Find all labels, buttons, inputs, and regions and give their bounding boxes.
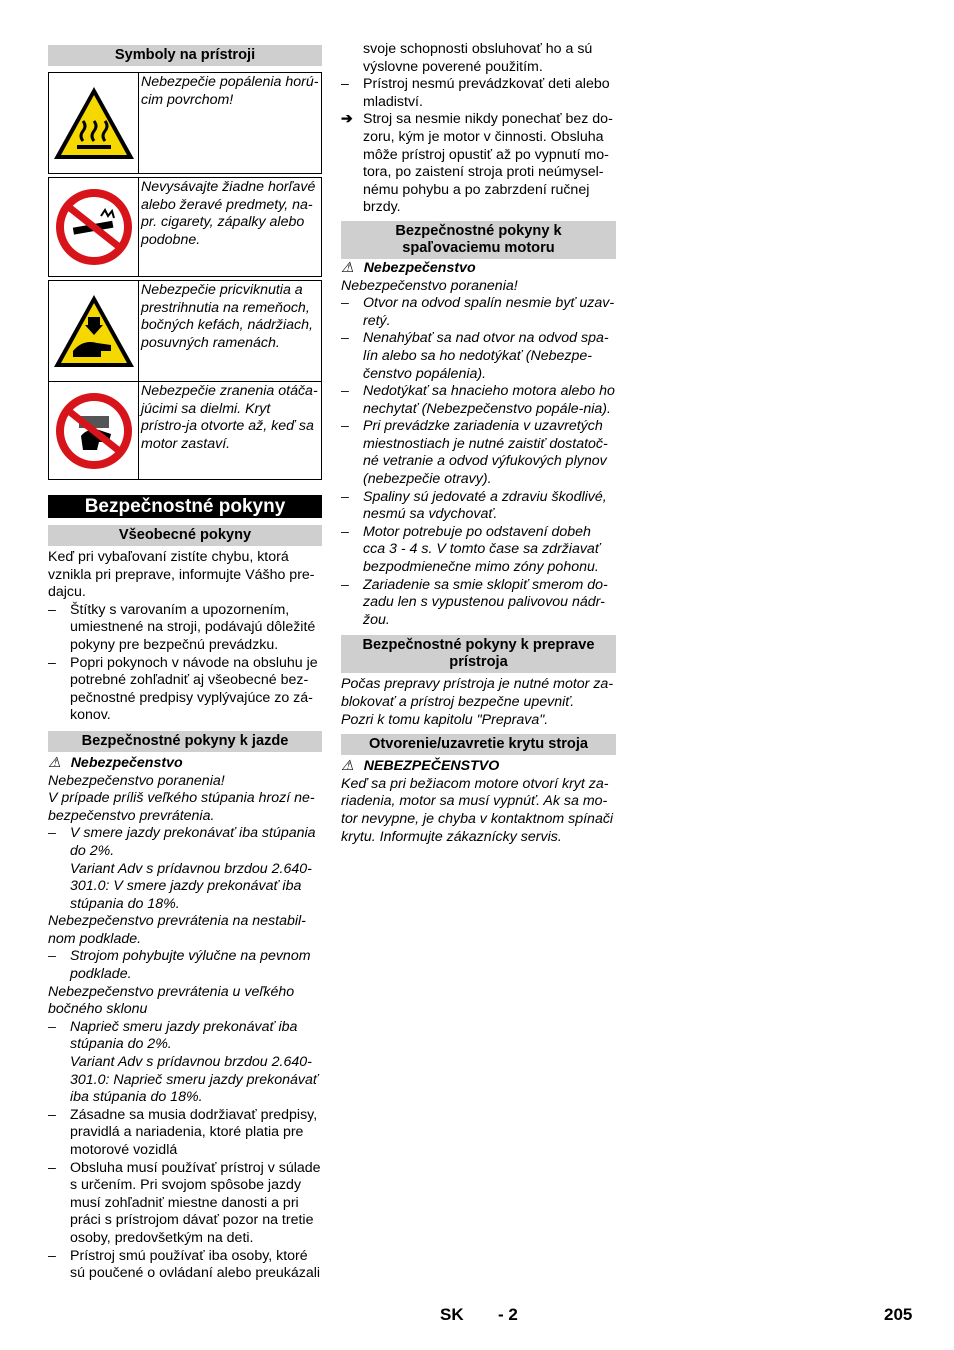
warning-icon: ⚠ [48, 754, 61, 771]
list-item: – Nedotýkať sa hnacieho motora alebo ho nechytať (Nebezpečenstvo popále-nia). [341, 383, 616, 418]
list-item: – Prístroj nesmú prevádzkovať deti alebo mladiství. [341, 76, 616, 111]
symbol-group [48, 280, 322, 480]
arrow-right-icon: ➔ [341, 111, 353, 128]
list-item: – Pri prevádzke zariadenia v uzavretých miestnostiach je nutné zaistiť dostatoč-né vetranie a odvod výfukových plynov (nebezpečie otravy). [341, 418, 616, 488]
instruction-item [341, 111, 616, 217]
list-item: – Zásadne sa musia dodržiavať predpisy, pravidlá a nariadenia, ktoré platia pre motorové vozidlá [48, 1107, 322, 1160]
warning-icon: ⚠ [341, 259, 354, 276]
crush-hand-warning-icon [49, 281, 139, 381]
paragraph: Počas prepravy prístroja je nutné motor za-blokovať a prístroj bezpečne upevniť. [341, 676, 614, 710]
engine-warning [341, 260, 616, 278]
warning-label: Nebezpečenstvo [70, 754, 183, 771]
symbol-row [49, 381, 321, 479]
symbol-row [48, 177, 322, 277]
list-item: – Štítky s varovaním a upozornením, umiestnené na stroji, podávajú dôležité pokyny pre bezpečnú prevádzku. [48, 602, 322, 655]
list-item: – Naprieč smeru jazdy prekonávať iba stúpania do 2%. [48, 1019, 322, 1054]
footer-language: SK [440, 1305, 464, 1324]
safety-heading: Bezpečnostné pokyny [48, 495, 322, 518]
symbol-description: Nevysávajte žiadne horľavé alebo žeravé predmety, na-pr. cigarety, zápalky alebo podobne. [141, 179, 316, 248]
list-item: – V smere jazdy prekonávať iba stúpania do 2%. [48, 825, 322, 860]
warning-icon: ⚠ [341, 758, 354, 775]
list-item-continuation: svoje schopnosti obsluhovať ho a sú výslovne poverené použitím. [363, 41, 593, 75]
list-item-continuation: Variant Adv s prídavnou brzdou 2.640-301.0: Naprieč smeru jazdy prekonávať iba stúpania do 18%. [70, 1054, 318, 1106]
cover-heading: Otvorenie/uzavretie krytu stroja [341, 734, 616, 755]
list-item-continuation: Variant Adv s prídavnou brzdou 2.640-301.0: V smere jazdy prekonávať iba stúpania do 18%. [70, 860, 312, 912]
symbol-description: Nebezpečie zranenia otáča-júcimi sa dielmi. Kryt prístro-ja otvorte až, keď sa motor zastaví. [141, 383, 318, 452]
general-intro: Keď pri vybaľovaní zistíte chybu, ktorá vznikla pri preprave, informujte Vášho pre-dajcu. [48, 549, 315, 601]
symbol-description: Nebezpečie popálenia horú-cim povrchom! [141, 74, 319, 108]
list-item: – Prístroj smú používať iba osoby, ktoré sú poučené o ovládaní alebo preukázali [48, 1248, 322, 1283]
warning-label: Nebezpečenstvo [363, 259, 476, 276]
right-column [341, 0, 616, 846]
warning-label: NEBEZPEČENSTVO [363, 758, 500, 775]
engine-heading: Bezpečnostné pokyny k spaľovaciemu motoru [341, 221, 616, 259]
paragraph: Nebezpečenstvo poranenia! [341, 277, 518, 294]
list-item: – Popri pokynoch v návode na obsluhu je potrebné zohľadniť aj všeobecné bez-pečnostné predpisy vyplývajúce zo zá-konov. [48, 655, 322, 725]
list-item: – Obsluha musí používať prístroj v súlade s určením. Pri svojom spôsobe jazdy musí zohľadniť miestne danosti a pri práci s prístrojom dávať pozor na tretie osoby, predovšetkým na deti. [48, 1160, 322, 1248]
cover-warning [341, 758, 616, 776]
list-item: – Nenahýbať sa nad otvor na odvod spa-lín alebo sa ho nedotýkať (Nebezpe-čenstvo popálenia). [341, 330, 616, 383]
page-number: 205 [884, 1305, 913, 1324]
hot-surface-warning-icon [49, 73, 139, 173]
driving-heading: Bezpečnostné pokyny k jazde [48, 731, 322, 752]
paragraph: Nebezpečenstvo prevrátenia na nestabil-nom podklade. [48, 913, 306, 947]
paragraph: Nebezpečenstvo prevrátenia u veľkého bočného sklonu [48, 983, 295, 1018]
no-burning-objects-icon [49, 178, 139, 276]
no-touch-rotating-parts-icon [49, 382, 139, 479]
symbol-row [48, 72, 322, 174]
paragraph: Keď sa pri bežiacom motore otvorí kryt za-riadenia, motor sa musí vypnúť. Ak sa mo-tor nevypne, je chyba v kontaktnom spínači krytu. Informujte zákaznícky servis. [341, 775, 614, 845]
list-item: – Strojom pohybujte výlučne na pevnom podklade. [48, 948, 322, 983]
list-item: – Spaliny sú jedovaté a zdraviu škodlivé, nesmú sa vdychovať. [341, 489, 616, 524]
left-column [48, 0, 322, 1283]
symbols-table [48, 72, 322, 480]
list-item: – Zariadenie sa smie sklopiť smerom do-zadu len s vypustenou palivovou nádr-žou. [341, 577, 616, 630]
list-item: – Motor potrebuje po odstavení dobeh cca 3 - 4 s. V tomto čase sa zdržiavať bezpodmienečne mimo zóny pohonu. [341, 524, 616, 577]
paragraph: Pozri k tomu kapitolu "Preprava". [341, 711, 549, 728]
symbol-row [49, 281, 321, 381]
general-heading: Všeobecné pokyny [48, 525, 322, 546]
footer-section: - 2 [498, 1305, 518, 1324]
paragraph: Nebezpečenstvo poranenia! [48, 772, 225, 789]
symbols-heading: Symboly na prístroji [48, 45, 322, 66]
paragraph: V prípade príliš veľkého stúpania hrozí ne-bezpečenstvo prevrátenia. [48, 790, 315, 824]
driving-warning [48, 755, 322, 773]
list-item: – Otvor na odvod spalín nesmie byť uzav-retý. [341, 295, 616, 330]
transport-heading: Bezpečnostné pokyny k preprave prístroja [341, 635, 616, 673]
symbol-description: Nebezpečie pricviknutia a prestrihnutia na remeňoch, bočných kefách, nádržiach, posuvných ramenách. [141, 282, 313, 351]
instruction-text: Stroj sa nesmie nikdy ponechať bez do-zoru, kým je motor v činnosti. Obsluha môže prístroj opustiť až po vypnutí mo-tora, po zaistení stroja proti neúmysel-nému pohybu a po zabrzdení ručnej brzdy. [363, 111, 613, 216]
